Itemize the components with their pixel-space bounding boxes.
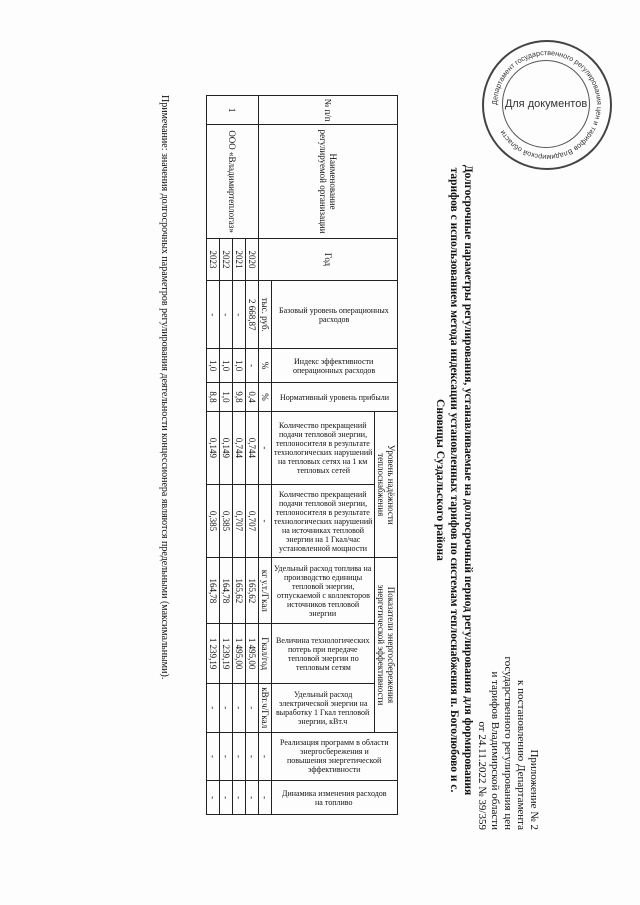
header-en-fuel: Удельный расход топлива на производство единицы тепловой энергии, отпускаемой с коллекторов источников тепловой энергии bbox=[272, 558, 375, 624]
cell-fuel: - bbox=[207, 781, 220, 815]
cell-en3: - bbox=[233, 683, 246, 732]
stamp-ring-text: Департамент государственного регулирования цен и тарифов Владимирской области bbox=[489, 47, 605, 163]
cell-eff-index: 1,0 bbox=[207, 349, 220, 383]
cell-rel1: 0,744 bbox=[246, 412, 259, 485]
cell-rel1: 0,744 bbox=[233, 412, 246, 485]
cell-en1: 165,62 bbox=[233, 558, 246, 624]
header-reliability: Уровень надёжности теплоснабжения bbox=[375, 412, 398, 558]
appendix-line: от 24.11.2022 № 39/359 bbox=[476, 721, 488, 830]
header-rel-network: Количество прекращений подачи тепловой энергии, теплоносителя в результате технологических нарушений на тепловых сетях на 1 км тепловых сетей bbox=[272, 412, 375, 485]
header-eff-index: Индекс эффективности операционных расходов bbox=[272, 349, 398, 383]
cell-norm-profit: 1,0 bbox=[220, 382, 233, 411]
cell-en1: 164,78 bbox=[207, 558, 220, 624]
unit-cell: тыс. руб. bbox=[259, 281, 272, 349]
unit-cell: кВт.ч/Гкал bbox=[259, 683, 272, 732]
header-en-electric: Удельный расход электрической энергии на выработку 1 Гкал тепловой энергии, кВт.ч bbox=[272, 683, 375, 732]
cell-program: - bbox=[233, 732, 246, 781]
unit-cell: - bbox=[259, 484, 272, 558]
appendix-line: к постановлению Департамента bbox=[515, 679, 527, 830]
header-energy: Показатели энергосбережения энергетической эффективности bbox=[375, 558, 398, 732]
cell-rel1: 0,149 bbox=[207, 412, 220, 485]
cell-base-opex: - bbox=[207, 281, 220, 349]
cell-year: 2023 bbox=[207, 238, 220, 280]
cell-year: 2022 bbox=[220, 238, 233, 280]
org-num: 1 bbox=[207, 96, 259, 125]
cell-en3: - bbox=[246, 683, 259, 732]
header-num: № п/п bbox=[259, 96, 398, 125]
cell-program: - bbox=[207, 732, 220, 781]
table-note: Примечание: значения долгосрочных параметров регулирования деятельности концессионера являются предельными (максимальными). bbox=[159, 95, 170, 680]
cell-eff-index: 1,0 bbox=[220, 349, 233, 383]
cell-fuel: - bbox=[220, 781, 233, 815]
cell-year: 2021 bbox=[233, 238, 246, 280]
header-rel-source: Количество прекращений подачи тепловой энергии, теплоносителя в результате технологических нарушений на источниках тепловой энергии на 1 Гкал/час установленной мощности bbox=[272, 484, 375, 558]
unit-cell: - bbox=[259, 781, 272, 815]
cell-eff-index: - bbox=[246, 349, 259, 383]
cell-norm-profit: 0,4 bbox=[246, 382, 259, 411]
cell-norm-profit: 9,8 bbox=[233, 382, 246, 411]
cell-rel2: 0,707 bbox=[233, 484, 246, 558]
header-program: Реализация программ в области энергосбережения и повышения энергетической эффективности bbox=[272, 732, 398, 781]
appendix-line: и тарифов Владимирской области bbox=[489, 671, 501, 830]
header-fuel: Динамика изменения расходов на топливо bbox=[272, 781, 398, 815]
cell-fuel: - bbox=[246, 781, 259, 815]
header-org: Наименование регулируемой организации bbox=[259, 125, 398, 239]
unit-cell: кг у.т./Гкал bbox=[259, 558, 272, 624]
stamp-center-text: Для документов bbox=[502, 60, 590, 148]
appendix-line: Приложение № 2 bbox=[528, 749, 540, 830]
table-row bbox=[246, 96, 259, 815]
cell-base-opex: 2 668,87 bbox=[246, 281, 259, 349]
org-name: ООО «Владимиртеплогаз» bbox=[207, 125, 259, 239]
cell-en1: 165,62 bbox=[246, 558, 259, 624]
header-en-losses: Величина технологических потерь при передаче тепловой энергии по тепловым сетям bbox=[272, 624, 375, 684]
unit-cell: % bbox=[259, 349, 272, 383]
cell-en3: - bbox=[220, 683, 233, 732]
cell-eff-index: 1,0 bbox=[233, 349, 246, 383]
cell-norm-profit: 8,8 bbox=[207, 382, 220, 411]
cell-en2: 1 495,00 bbox=[246, 624, 259, 684]
cell-program: - bbox=[220, 732, 233, 781]
cell-en3: - bbox=[207, 683, 220, 732]
header-norm-profit: Нормативный уровень прибыли bbox=[272, 382, 398, 411]
cell-en2: 1 239,19 bbox=[220, 624, 233, 684]
cell-en2: 1 239,19 bbox=[207, 624, 220, 684]
cell-year: 2020 bbox=[246, 238, 259, 280]
cell-base-opex: - bbox=[220, 281, 233, 349]
header-base-opex: Базовый уровень операционных расходов bbox=[272, 281, 398, 349]
cell-rel2: 0,707 bbox=[246, 484, 259, 558]
cell-en2: 1 495,00 bbox=[233, 624, 246, 684]
unit-cell: % bbox=[259, 382, 272, 411]
appendix-line: государственного регулирования цен bbox=[502, 656, 514, 830]
cell-fuel: - bbox=[233, 781, 246, 815]
header-year: Год bbox=[259, 238, 398, 280]
cell-base-opex: - bbox=[233, 281, 246, 349]
unit-cell: - bbox=[259, 732, 272, 781]
document-title: Долгосрочные параметры регулирования, устанавливаемые на долгосрочный период регулирования для формирования тарифов с использованием метода индексации установленных тарифов по системам теплоснабжения п. Боголюбово и с. Сновицы Суздальского района bbox=[434, 164, 474, 796]
department-stamp bbox=[482, 40, 612, 170]
cell-rel2: 0,385 bbox=[220, 484, 233, 558]
cell-rel2: 0,385 bbox=[207, 484, 220, 558]
unit-cell: - bbox=[259, 412, 272, 485]
unit-cell: Гкал/год bbox=[259, 624, 272, 684]
appendix-header bbox=[475, 590, 540, 830]
parameters-table bbox=[206, 95, 398, 815]
cell-rel1: 0,149 bbox=[220, 412, 233, 485]
cell-program: - bbox=[246, 732, 259, 781]
cell-en1: 164,78 bbox=[220, 558, 233, 624]
